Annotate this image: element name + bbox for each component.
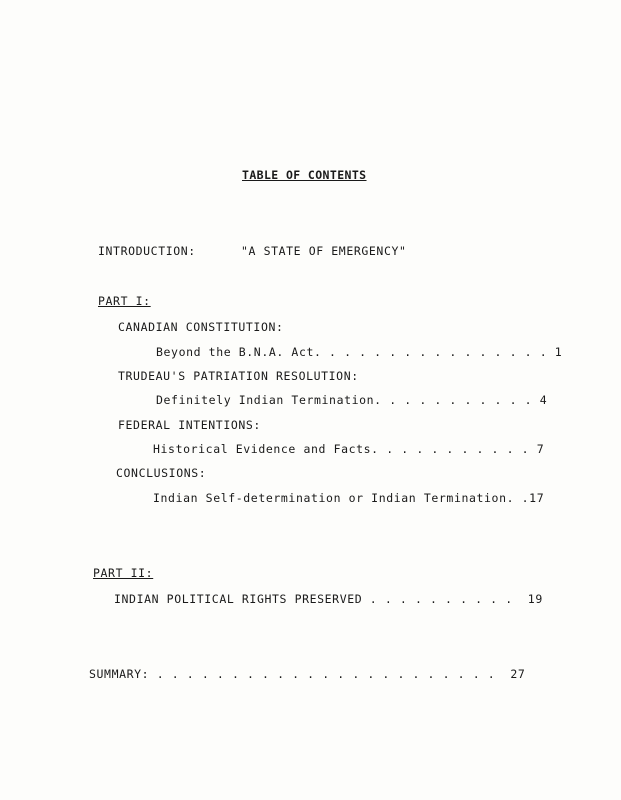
toc-entry: Historical Evidence and Facts. . . . . . . . . . . 7 bbox=[153, 442, 545, 456]
section-heading-federal-intentions: FEDERAL INTENTIONS: bbox=[118, 418, 261, 432]
introduction-subtitle: "A STATE OF EMERGENCY" bbox=[241, 244, 407, 258]
part-two-heading: PART II: bbox=[93, 566, 154, 580]
section-heading-canadian-constitution: CANADIAN CONSTITUTION: bbox=[118, 320, 284, 334]
introduction-label: INTRODUCTION: bbox=[98, 244, 196, 258]
section-heading-conclusions: CONCLUSIONS: bbox=[116, 466, 207, 480]
toc-entry: Indian Self-determination or Indian Termination. .17 bbox=[153, 491, 545, 505]
toc-entry: Definitely Indian Termination. . . . . . . . . . . 4 bbox=[156, 393, 548, 407]
section-heading-patriation-resolution: TRUDEAU'S PATRIATION RESOLUTION: bbox=[118, 369, 359, 383]
toc-entry: INDIAN POLITICAL RIGHTS PRESERVED . . . . . . . . . . 19 bbox=[114, 592, 543, 606]
toc-entry: Beyond the B.N.A. Act. . . . . . . . . . . . . . . . 1 bbox=[156, 345, 563, 359]
summary-entry: SUMMARY: . . . . . . . . . . . . . . . . . . . . . . . 27 bbox=[89, 667, 526, 681]
part-one-heading: PART I: bbox=[98, 294, 151, 308]
page-title: TABLE OF CONTENTS bbox=[242, 168, 367, 182]
